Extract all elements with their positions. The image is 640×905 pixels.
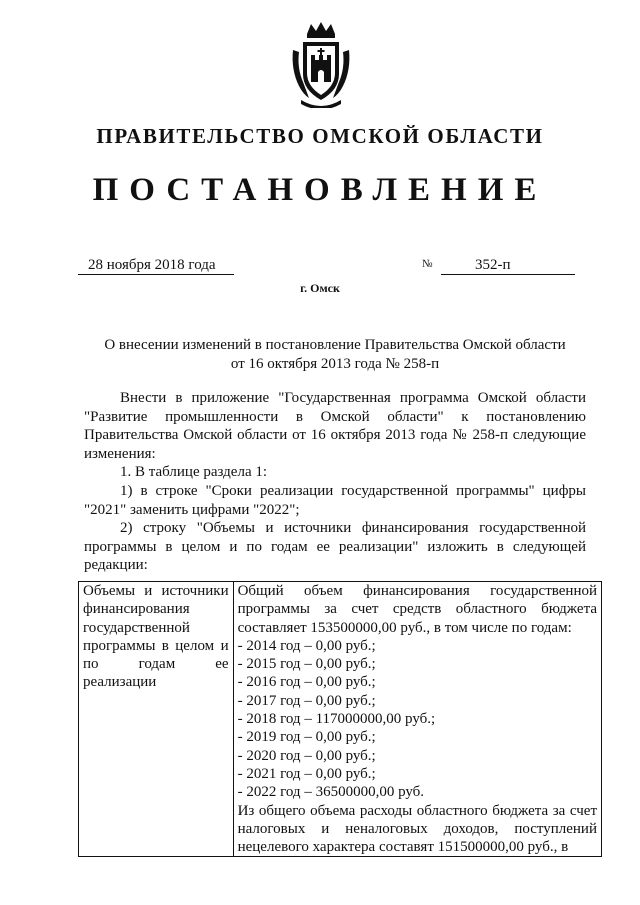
document-date: 28 ноября 2018 года bbox=[78, 256, 234, 275]
body-paragraph: 2) строку "Объемы и источники финансирования государственной программы в целом и по годам ее реализации" изложить в следующей редакции: bbox=[84, 520, 586, 574]
funding-year-item: - 2019 год – 0,00 руб.; bbox=[237, 729, 376, 746]
body-paragraph: 1. В таблице раздела 1: bbox=[120, 464, 268, 481]
table-cell-content bbox=[233, 582, 601, 857]
funding-year-item: - 2021 год – 0,00 руб.; bbox=[237, 765, 376, 782]
funding-year-item: - 2022 год – 36500000,00 руб. bbox=[237, 784, 425, 801]
funding-intro: Общий объем финансирования государственной программы за счет средств областного бюджета составляет 153500000,00 руб., в том числе по годам: bbox=[237, 583, 597, 636]
body-paragraph: Внести в приложение "Государственная программа Омской области "Развитие промышленности в Омской области" к постановлению Правительства Омской области от 16 октября 2013 года № 258-п следующие изменения: bbox=[84, 390, 586, 462]
funding-table bbox=[78, 581, 602, 857]
number-sign: № bbox=[422, 258, 433, 270]
document-subject bbox=[96, 336, 574, 374]
funding-year-item: - 2014 год – 0,00 руб.; bbox=[237, 637, 376, 654]
city: г. Омск bbox=[300, 281, 340, 295]
funding-year-item: - 2016 год – 0,00 руб.; bbox=[237, 674, 376, 691]
subject-line-2: от 16 октября 2013 года № 258-п bbox=[230, 356, 440, 372]
body-paragraph: 1) в строке "Сроки реализации государственной программы" цифры "2021" заменить цифрами "2022"; bbox=[84, 482, 586, 518]
document-body bbox=[84, 389, 586, 575]
document-type: ПОСТАНОВЛЕНИЕ bbox=[92, 172, 548, 208]
funding-year-item: - 2017 год – 0,00 руб.; bbox=[237, 692, 376, 709]
omsk-coat-of-arms-icon bbox=[289, 20, 353, 108]
document-number: 352-п bbox=[441, 256, 575, 275]
funding-year-item: - 2015 год – 0,00 руб.; bbox=[237, 656, 376, 673]
government-title: ПРАВИТЕЛЬСТВО ОМСКОЙ ОБЛАСТИ bbox=[96, 124, 544, 148]
subject-line-1: О внесении изменений в постановление Правительства Омской области bbox=[104, 337, 566, 353]
funding-outro: Из общего объема расходы областного бюджета за счет налоговых и неналоговых доходов, поступлений нецелевого характера составят 151500000,00 руб., в bbox=[237, 802, 597, 856]
table-cell-label: Объемы и источники финансирования государственной программы в целом и по годам ее реализации bbox=[79, 582, 234, 857]
funding-year-item: - 2018 год – 117000000,00 руб.; bbox=[237, 711, 436, 728]
funding-year-item: - 2020 год – 0,00 руб.; bbox=[237, 747, 376, 764]
table-row bbox=[79, 582, 602, 857]
